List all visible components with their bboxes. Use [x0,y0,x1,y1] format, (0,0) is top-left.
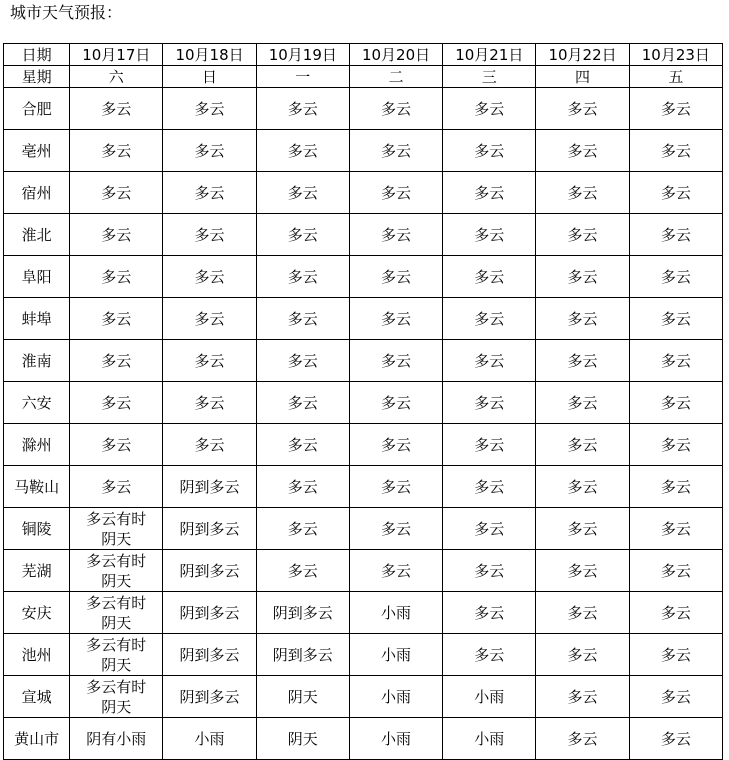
weather-cell [70,550,163,592]
weather-text: 多云 [660,519,691,538]
weather-text: 多云 [474,351,505,370]
weather-cell [629,550,722,592]
table-row [4,508,723,550]
date-header-label: 日期 [4,44,70,66]
city-cell: 蚌埠 [4,298,70,340]
weather-cell [443,466,536,508]
weather-cell [256,340,349,382]
weather-text: 多云有时阴天 [86,677,147,716]
weather-text: 多云 [381,183,412,202]
table-row [4,466,723,508]
weather-cell [443,88,536,130]
weather-cell [163,298,256,340]
city-cell: 马鞍山 [4,466,70,508]
weather-text: 多云 [474,183,505,202]
weather-cell [256,298,349,340]
weather-text: 多云 [101,99,132,118]
date-header-row [4,44,723,66]
weather-text: 多云 [101,141,132,160]
weather-text: 多云 [194,435,225,454]
weather-cell [70,130,163,172]
weather-text: 多云 [194,267,225,286]
weather-cell [536,298,629,340]
weather-text: 阴到多云 [179,645,240,664]
weather-text: 多云 [101,351,132,370]
weather-text: 多云 [474,435,505,454]
date-header-cell: 10月23日 [629,44,722,66]
weather-cell [349,508,442,550]
table-row [4,592,723,634]
weather-text: 小雨 [474,687,505,706]
weather-cell [349,634,442,676]
weather-text: 多云 [474,561,505,580]
weather-cell [163,88,256,130]
weather-text: 多云 [660,225,691,244]
weather-text: 多云 [194,309,225,328]
weather-cell [629,214,722,256]
table-row [4,340,723,382]
city-cell: 铜陵 [4,508,70,550]
weather-cell [349,382,442,424]
weekday-header-cell: 六 [70,66,163,88]
weather-cell [163,172,256,214]
weather-text: 多云 [287,99,318,118]
weather-text: 多云 [101,393,132,412]
weather-cell [163,382,256,424]
weather-text: 小雨 [474,729,505,748]
date-header-cell: 10月22日 [536,44,629,66]
weather-cell [443,550,536,592]
weather-text: 多云 [474,645,505,664]
weather-cell [256,550,349,592]
weather-cell [256,676,349,718]
weather-text: 多云 [567,519,598,538]
weather-cell [536,634,629,676]
weather-text: 多云 [101,309,132,328]
weekday-header-cell: 五 [629,66,722,88]
weather-text: 阴到多云 [179,603,240,622]
weather-text: 小雨 [194,729,225,748]
weather-cell [349,88,442,130]
date-header-cell: 10月21日 [443,44,536,66]
weather-text: 多云 [287,435,318,454]
weather-cell [349,340,442,382]
weather-cell [70,634,163,676]
weather-text: 多云 [381,435,412,454]
weather-text: 多云 [287,183,318,202]
weather-cell [163,676,256,718]
weather-text: 多云 [660,645,691,664]
weather-text: 多云有时阴天 [86,635,147,674]
weather-cell [536,130,629,172]
city-cell: 淮南 [4,340,70,382]
weather-cell [70,424,163,466]
weather-text: 多云 [474,393,505,412]
city-cell: 池州 [4,634,70,676]
weather-cell [443,424,536,466]
weather-text: 多云 [474,99,505,118]
weather-cell [443,592,536,634]
weather-cell [536,550,629,592]
weather-text: 多云 [567,477,598,496]
weather-cell [70,88,163,130]
weather-text: 小雨 [381,687,412,706]
weather-text: 多云 [474,519,505,538]
weekday-header-cell: 四 [536,66,629,88]
weather-text: 多云 [287,267,318,286]
weather-cell [70,382,163,424]
weather-text: 多云 [381,141,412,160]
table-row [4,634,723,676]
table-row [4,298,723,340]
date-header-cell: 10月19日 [256,44,349,66]
weather-cell [163,130,256,172]
weather-cell [256,214,349,256]
weather-cell [536,676,629,718]
weather-text: 阴天 [287,729,318,748]
weather-cell [443,256,536,298]
weather-cell [349,592,442,634]
weather-cell [349,676,442,718]
weather-text: 多云有时阴天 [86,551,147,590]
weather-cell [256,130,349,172]
weather-cell [536,256,629,298]
weather-cell [629,592,722,634]
table-row [4,172,723,214]
weather-cell [629,340,722,382]
weather-text: 多云有时阴天 [86,593,147,632]
weather-text: 阴到多云 [272,645,333,664]
weather-cell [629,424,722,466]
weather-cell [443,676,536,718]
weather-text: 多云 [194,99,225,118]
weather-text: 多云 [287,561,318,580]
weather-cell [443,718,536,760]
city-cell: 合肥 [4,88,70,130]
table-row [4,382,723,424]
weather-text: 阴到多云 [179,687,240,706]
weather-cell [349,550,442,592]
weather-cell [349,298,442,340]
weather-cell [536,382,629,424]
weather-cell [536,592,629,634]
weather-cell [256,88,349,130]
weather-text: 多云 [660,141,691,160]
weather-cell [536,214,629,256]
weather-text: 多云 [567,729,598,748]
weather-cell [349,130,442,172]
city-cell: 淮北 [4,214,70,256]
city-cell: 宣城 [4,676,70,718]
weekday-header-row [4,66,723,88]
weather-text: 多云有时阴天 [86,509,147,548]
weather-text: 小雨 [381,645,412,664]
weather-cell [349,424,442,466]
weather-text: 多云 [660,435,691,454]
weather-text: 阴天 [287,687,318,706]
weather-text: 多云 [567,225,598,244]
weather-text: 多云 [474,141,505,160]
weather-text: 阴到多云 [179,477,240,496]
weather-cell [349,718,442,760]
date-header-cell: 10月17日 [70,44,163,66]
weather-text: 多云 [287,477,318,496]
table-row [4,676,723,718]
weather-cell [629,676,722,718]
weather-text: 多云 [474,267,505,286]
weather-text: 多云 [381,561,412,580]
weekday-header-label: 星期 [4,66,70,88]
weather-cell [70,214,163,256]
weather-cell [163,508,256,550]
weather-text: 多云 [660,687,691,706]
weather-cell [629,130,722,172]
weather-cell [629,298,722,340]
table-row [4,256,723,298]
weather-text: 多云 [101,225,132,244]
weather-cell [163,340,256,382]
weather-cell [256,592,349,634]
weather-text: 多云 [287,393,318,412]
weather-text: 多云 [194,393,225,412]
weather-cell [536,172,629,214]
weather-text: 阴到多云 [179,561,240,580]
city-cell: 安庆 [4,592,70,634]
weather-cell [256,172,349,214]
weather-text: 多云 [567,141,598,160]
weather-cell [163,592,256,634]
weather-text: 多云 [660,309,691,328]
weather-text: 多云 [567,561,598,580]
city-cell: 芜湖 [4,550,70,592]
weather-cell [443,214,536,256]
weather-text: 多云 [381,99,412,118]
weather-text: 多云 [567,603,598,622]
weather-cell [536,466,629,508]
city-cell: 亳州 [4,130,70,172]
weather-text: 多云 [287,519,318,538]
weather-cell [256,382,349,424]
weather-cell [629,172,722,214]
weather-cell [629,508,722,550]
weather-text: 阴有小雨 [86,729,147,748]
table-row [4,214,723,256]
weather-cell [349,172,442,214]
weekday-header-cell: 三 [443,66,536,88]
weather-text: 多云 [287,141,318,160]
weather-cell [163,214,256,256]
date-header-cell: 10月18日 [163,44,256,66]
weather-text: 多云 [660,561,691,580]
weather-text: 多云 [567,645,598,664]
table-row [4,88,723,130]
weather-text: 多云 [101,183,132,202]
weather-text: 多云 [660,183,691,202]
weekday-header-cell: 二 [349,66,442,88]
weather-cell [629,718,722,760]
weather-cell [70,298,163,340]
city-cell: 宿州 [4,172,70,214]
weather-text: 多云 [660,99,691,118]
weather-text: 多云 [381,477,412,496]
weather-cell [256,256,349,298]
weather-cell [629,466,722,508]
weather-cell [443,340,536,382]
weather-cell [443,634,536,676]
weather-text: 多云 [381,225,412,244]
table-row [4,424,723,466]
table-row [4,130,723,172]
forecast-table [3,43,723,760]
weather-text: 多云 [381,519,412,538]
weather-cell [70,466,163,508]
weather-cell [70,508,163,550]
weather-cell [443,172,536,214]
weather-cell [70,172,163,214]
weather-cell [163,466,256,508]
weather-cell [443,130,536,172]
forecast-table-body [4,44,723,760]
weather-cell [70,718,163,760]
weather-cell [629,256,722,298]
weather-text: 阴到多云 [272,603,333,622]
weather-text: 多云 [567,99,598,118]
weather-cell [163,550,256,592]
weather-text: 多云 [660,393,691,412]
weather-cell [256,424,349,466]
weather-text: 多云 [567,435,598,454]
weather-cell [256,466,349,508]
weather-text: 多云 [660,351,691,370]
weather-text: 多云 [567,687,598,706]
weather-text: 多云 [381,351,412,370]
weather-text: 小雨 [381,603,412,622]
weather-text: 阴到多云 [179,519,240,538]
weather-cell [629,634,722,676]
weather-cell [629,382,722,424]
weather-text: 多云 [381,309,412,328]
weather-cell [163,424,256,466]
city-cell: 六安 [4,382,70,424]
weekday-header-cell: 日 [163,66,256,88]
weather-text: 多云 [567,351,598,370]
page-title: 城市天气预报： [10,3,123,22]
weather-cell [70,592,163,634]
weather-cell [70,340,163,382]
weather-cell [70,256,163,298]
weather-cell [349,256,442,298]
weather-text: 多云 [287,225,318,244]
weather-cell [443,508,536,550]
weather-text: 多云 [474,477,505,496]
weather-text: 多云 [474,225,505,244]
weather-cell [163,256,256,298]
weather-text: 多云 [287,351,318,370]
weather-cell [536,88,629,130]
weekday-header-cell: 一 [256,66,349,88]
date-header-cell: 10月20日 [349,44,442,66]
weather-text: 多云 [567,267,598,286]
weather-text: 多云 [101,435,132,454]
weather-text: 多云 [660,603,691,622]
table-row [4,550,723,592]
weather-text: 多云 [567,393,598,412]
weather-cell [443,298,536,340]
weather-text: 多云 [101,267,132,286]
city-cell: 黄山市 [4,718,70,760]
weather-cell [536,508,629,550]
weather-text: 多云 [194,225,225,244]
weather-text: 多云 [287,309,318,328]
weather-cell [349,466,442,508]
city-cell: 阜阳 [4,256,70,298]
weather-cell [536,424,629,466]
weather-cell [349,214,442,256]
weather-text: 多云 [567,183,598,202]
table-row [4,718,723,760]
weather-cell [70,676,163,718]
weather-cell [256,718,349,760]
weather-text: 多云 [381,393,412,412]
weather-text: 多云 [194,183,225,202]
weather-cell [256,508,349,550]
weather-text: 多云 [474,309,505,328]
weather-text: 多云 [567,309,598,328]
weather-text: 多云 [660,477,691,496]
weather-cell [256,634,349,676]
weather-text: 多云 [101,477,132,496]
weather-text: 多云 [660,267,691,286]
weather-text: 小雨 [381,729,412,748]
weather-text: 多云 [194,141,225,160]
weather-cell [163,634,256,676]
weather-cell [536,340,629,382]
weather-text: 多云 [381,267,412,286]
weather-cell [536,718,629,760]
weather-cell [629,88,722,130]
city-cell: 滁州 [4,424,70,466]
weather-cell [163,718,256,760]
weather-cell [443,382,536,424]
weather-text: 多云 [194,351,225,370]
weather-text: 多云 [660,729,691,748]
weather-text: 多云 [474,603,505,622]
